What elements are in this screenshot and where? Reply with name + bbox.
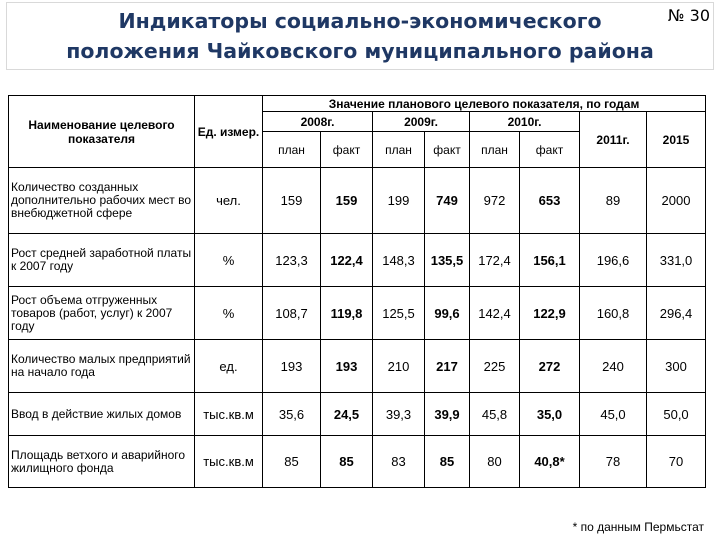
slide-number: № 30 — [667, 6, 710, 25]
unit-cell: ед. — [195, 340, 263, 393]
value-cell: 749 — [425, 168, 470, 234]
value-cell: 159 — [263, 168, 321, 234]
indicator-name: Количество созданных дополнительно рабочих мест во внебюджетной сфере — [9, 168, 195, 234]
page-title — [0, 6, 720, 66]
value-cell: 653 — [520, 168, 580, 234]
value-cell: 142,4 — [470, 287, 520, 340]
value-cell: 2000 — [647, 168, 706, 234]
value-cell: 135,5 — [425, 234, 470, 287]
value-cell: 300 — [647, 340, 706, 393]
value-cell: 199 — [373, 168, 425, 234]
unit-cell: тыс.кв.м — [195, 393, 263, 436]
header-year-2009: 2009г. — [373, 112, 470, 132]
table-row — [9, 393, 706, 436]
value-cell: 296,4 — [647, 287, 706, 340]
value-cell: 83 — [373, 436, 425, 488]
header-year-2008: 2008г. — [263, 112, 373, 132]
value-cell: 193 — [321, 340, 373, 393]
header-year-2015: 2015 — [647, 112, 706, 168]
value-cell: 225 — [470, 340, 520, 393]
indicator-name: Рост средней заработной платы к 2007 году — [9, 234, 195, 287]
value-cell: 160,8 — [580, 287, 647, 340]
unit-cell: чел. — [195, 168, 263, 234]
indicator-name: Площадь ветхого и аварийного жилищного фонда — [9, 436, 195, 488]
value-cell: 193 — [263, 340, 321, 393]
value-cell: 99,6 — [425, 287, 470, 340]
value-cell: 85 — [263, 436, 321, 488]
value-cell: 50,0 — [647, 393, 706, 436]
value-cell: 972 — [470, 168, 520, 234]
value-cell: 123,3 — [263, 234, 321, 287]
value-cell: 159 — [321, 168, 373, 234]
value-cell: 217 — [425, 340, 470, 393]
value-cell: 45,0 — [580, 393, 647, 436]
value-cell: 39,3 — [373, 393, 425, 436]
value-cell: 125,5 — [373, 287, 425, 340]
indicator-name: Рост объема отгруженных товаров (работ, услуг) к 2007 году — [9, 287, 195, 340]
value-cell: 156,1 — [520, 234, 580, 287]
indicator-name: Ввод в действие жилых домов — [9, 393, 195, 436]
value-cell: 122,4 — [321, 234, 373, 287]
table-row — [9, 436, 706, 488]
value-cell: 89 — [580, 168, 647, 234]
title-line-1: Индикаторы социально-экономического — [118, 9, 602, 33]
unit-cell: % — [195, 234, 263, 287]
value-cell: 148,3 — [373, 234, 425, 287]
unit-cell: тыс.кв.м — [195, 436, 263, 488]
value-cell: 39,9 — [425, 393, 470, 436]
value-cell: 45,8 — [470, 393, 520, 436]
value-cell: 196,6 — [580, 234, 647, 287]
table-row — [9, 168, 706, 234]
table-row — [9, 287, 706, 340]
header-plan: план — [263, 132, 321, 168]
header-group: Значение планового целевого показателя, по годам — [263, 96, 706, 112]
header-unit: Ед. измер. — [195, 96, 263, 168]
value-cell: 272 — [520, 340, 580, 393]
header-fact: факт — [425, 132, 470, 168]
value-cell: 78 — [580, 436, 647, 488]
value-cell: 35,0 — [520, 393, 580, 436]
indicators-table — [8, 95, 706, 488]
title-line-2: положения Чайковского муниципального района — [66, 39, 654, 63]
value-cell: 210 — [373, 340, 425, 393]
header-indicator-name: Наименование целевого показателя — [9, 96, 195, 168]
value-cell: 40,8* — [520, 436, 580, 488]
header-fact: факт — [520, 132, 580, 168]
value-cell: 35,6 — [263, 393, 321, 436]
value-cell: 122,9 — [520, 287, 580, 340]
header-fact: факт — [321, 132, 373, 168]
footnote: * по данным Пермьстат — [572, 520, 704, 534]
table-row — [9, 234, 706, 287]
header-plan: план — [470, 132, 520, 168]
value-cell: 85 — [321, 436, 373, 488]
unit-cell: % — [195, 287, 263, 340]
value-cell: 240 — [580, 340, 647, 393]
table-row — [9, 340, 706, 393]
header-plan: план — [373, 132, 425, 168]
value-cell: 85 — [425, 436, 470, 488]
value-cell: 108,7 — [263, 287, 321, 340]
value-cell: 70 — [647, 436, 706, 488]
value-cell: 80 — [470, 436, 520, 488]
value-cell: 331,0 — [647, 234, 706, 287]
value-cell: 172,4 — [470, 234, 520, 287]
value-cell: 119,8 — [321, 287, 373, 340]
value-cell: 24,5 — [321, 393, 373, 436]
indicator-name: Количество малых предприятий на начало года — [9, 340, 195, 393]
header-year-2010: 2010г. — [470, 112, 580, 132]
header-year-2011: 2011г. — [580, 112, 647, 168]
